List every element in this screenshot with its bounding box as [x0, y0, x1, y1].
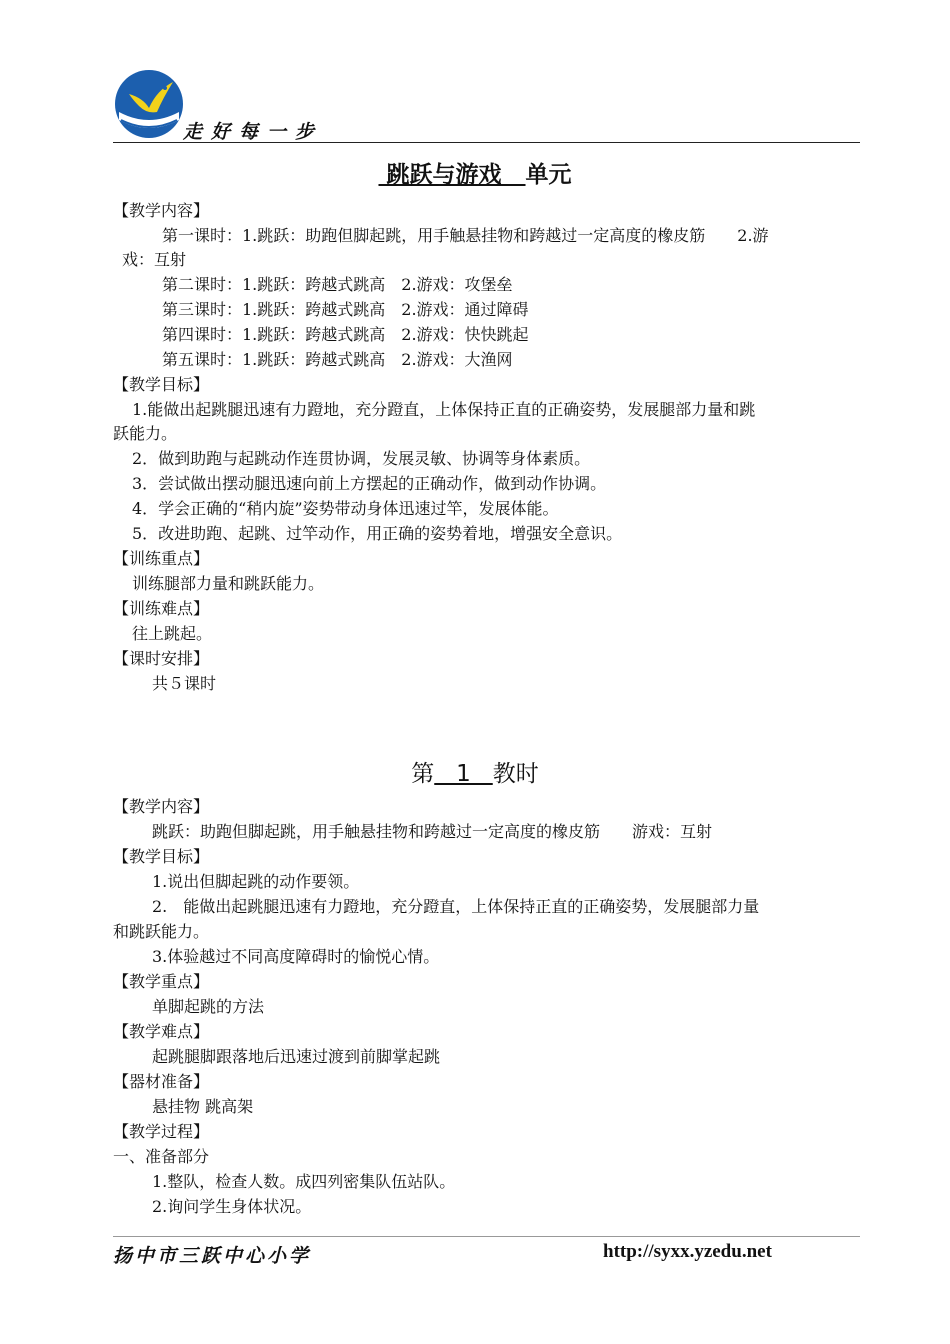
footer-url-link[interactable]: http://syxx.yzedu.net [603, 1241, 772, 1262]
lesson-title-prefix: 第 [411, 761, 435, 787]
footer-school-name: 扬中市三跃中心小学 [113, 1245, 312, 1267]
unit-difficulty-heading: 【训练难点】 [113, 599, 210, 618]
unit-schedule-text: 共５课时 [152, 674, 217, 693]
lesson-difficulty-text: 起跳腿脚跟落地后迅速过渡到前脚掌起跳 [152, 1047, 441, 1066]
unit-title-suffix: 单元 [525, 162, 572, 188]
lesson-step1: 1.整队，检查人数。成四列密集队伍站队。 [152, 1172, 456, 1191]
header-divider [113, 142, 860, 143]
lesson-step2: 2.询问学生身体状况。 [152, 1197, 312, 1216]
lesson-process-heading: 【教学过程】 [113, 1122, 210, 1141]
lesson-title [0, 755, 950, 788]
unit-goal2: 2．做到助跑与起跳动作连贯协调，发展灵敏、协调等身体素质。 [132, 449, 591, 468]
lesson-title-number: 1 [434, 761, 493, 787]
lesson-goal2-line1: 2. 能做出起跳腿迅速有力蹬地，充分蹬直，上体保持正直的正确姿势，发展腿部力量 [152, 897, 760, 916]
lesson-equipment-heading: 【器材准备】 [113, 1072, 210, 1091]
unit-lesson2: 第二课时：1.跳跃：跨越式跳高 2.游戏：攻堡垒 [162, 275, 513, 294]
lesson-equipment-text: 悬挂物 跳高架 [152, 1097, 254, 1116]
footer-divider [113, 1236, 860, 1237]
unit-difficulty-text: 往上跳起。 [132, 624, 213, 643]
unit-goal3: 3．尝试做出摆动腿迅速向前上方摆起的正确动作，做到动作协调。 [132, 474, 607, 493]
unit-schedule-heading: 【课时安排】 [113, 649, 210, 668]
unit-key-text: 训练腿部力量和跳跃能力。 [132, 574, 325, 593]
unit-goal5: 5．改进助跑、起跳、过竿动作，用正确的姿势着地，增强安全意识。 [132, 524, 623, 543]
lesson-part1-heading: 一、准备部分 [113, 1147, 210, 1166]
lesson-difficulty-heading: 【教学难点】 [113, 1022, 210, 1041]
lesson-goal3: 3.体验越过不同高度障碍时的愉悦心情。 [152, 947, 440, 966]
unit-goal1-line1: 1.能做出起跳腿迅速有力蹬地，充分蹬直，上体保持正直的正确姿势，发展腿部力量和跳 [132, 400, 756, 419]
lesson-content-text: 跳跃：助跑但脚起跳，用手触悬挂物和跨越过一定高度的橡皮筋 游戏：互射 [152, 822, 713, 841]
unit-content-heading: 【教学内容】 [113, 201, 210, 220]
header-slogan: 走好每一步 [183, 121, 324, 143]
lesson-goals-heading: 【教学目标】 [113, 847, 210, 866]
school-logo-icon [113, 68, 185, 140]
lesson-goal1: 1.说出但脚起跳的动作要领。 [152, 872, 360, 891]
unit-key-heading: 【训练重点】 [113, 549, 210, 568]
unit-lesson1-line1: 第一课时：1.跳跃：助跑但脚起跳，用手触悬挂物和跨越过一定高度的橡皮筋 2.游 [162, 226, 769, 245]
lesson-title-suffix: 教时 [492, 761, 539, 787]
unit-goals-heading: 【教学目标】 [113, 375, 210, 394]
lesson-key-text: 单脚起跳的方法 [152, 997, 265, 1016]
lesson-goal2-line2: 和跳跃能力。 [113, 922, 210, 941]
unit-goal1-line2: 跃能力。 [113, 424, 178, 443]
unit-lesson3: 第三课时：1.跳跃：跨越式跳高 2.游戏：通过障碍 [162, 300, 529, 319]
unit-lesson4: 第四课时：1.跳跃：跨越式跳高 2.游戏：快快跳起 [162, 325, 529, 344]
unit-title-topic: 跳跃与游戏 [378, 162, 526, 188]
lesson-content-heading: 【教学内容】 [113, 797, 210, 816]
unit-title [0, 156, 950, 189]
unit-lesson5: 第五课时：1.跳跃：跨越式跳高 2.游戏：大渔网 [162, 350, 513, 369]
unit-goal4: 4．学会正确的“稍内旋”姿势带动身体迅速过竿，发展体能。 [132, 499, 559, 518]
unit-lesson1-line2: 戏：互射 [122, 250, 187, 269]
lesson-key-heading: 【教学重点】 [113, 972, 210, 991]
